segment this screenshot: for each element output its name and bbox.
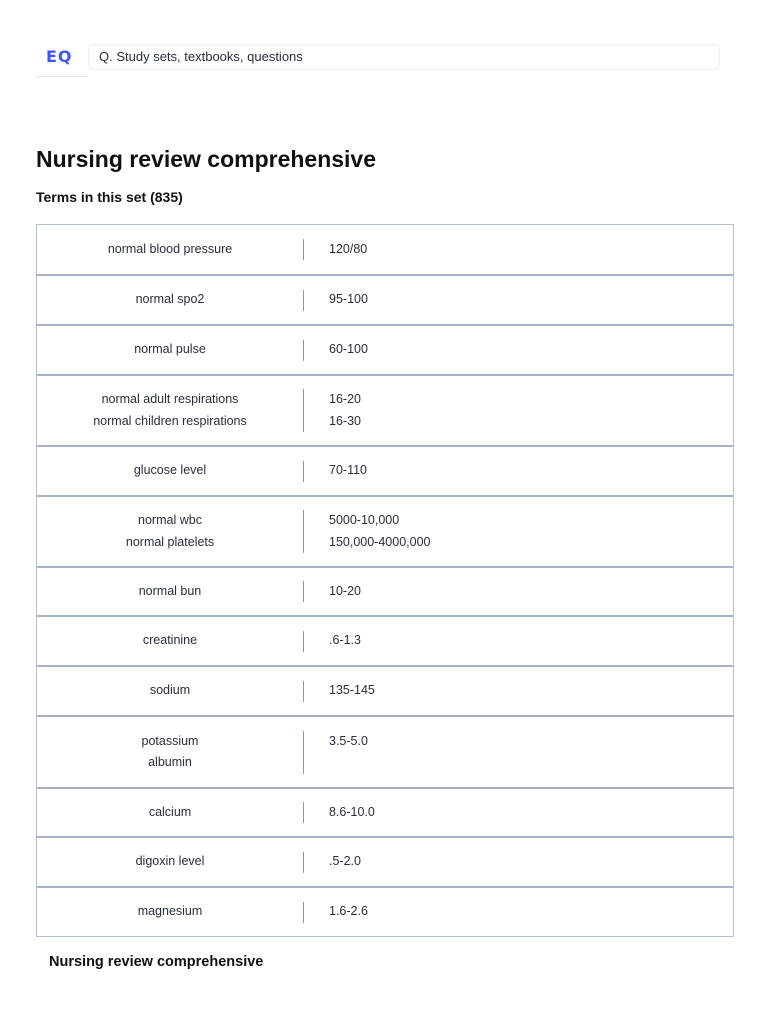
search-input[interactable] xyxy=(88,44,720,70)
term-row[interactable] xyxy=(37,225,733,274)
terms-count-heading: Terms in this set (835) xyxy=(36,189,183,205)
term-row[interactable] xyxy=(37,836,733,886)
term-text: creatinine xyxy=(142,633,198,648)
definition-text: 120/80 xyxy=(329,241,368,256)
definition-text: 60-100 xyxy=(329,342,368,357)
term-cell xyxy=(37,460,303,482)
term-cell xyxy=(37,339,303,361)
term-text: albumin xyxy=(148,755,192,769)
top-bar xyxy=(36,40,722,76)
definition-cell xyxy=(304,680,733,702)
term-cell xyxy=(37,510,303,553)
term-cell xyxy=(37,630,303,652)
term-text: magnesium xyxy=(137,904,203,919)
term-text: normal blood pressure xyxy=(107,241,233,256)
term-text: normal pulse xyxy=(134,342,206,357)
definition-text: 16-30 xyxy=(329,413,361,428)
set-title: Nursing review comprehensive xyxy=(36,146,377,172)
term-text: normal spo2 xyxy=(135,292,205,307)
term-cell xyxy=(37,581,303,603)
logo[interactable]: EQ xyxy=(46,47,73,66)
term-text: digoxin level xyxy=(135,854,205,869)
definition-cell xyxy=(304,901,733,923)
term-text: potassium xyxy=(141,733,199,748)
definition-text: 135-145 xyxy=(329,683,375,698)
definition-text: 1.6-2.6 xyxy=(329,904,368,919)
term-cell xyxy=(37,731,303,774)
definition-text: 150,000-4000,000 xyxy=(329,534,431,549)
term-row[interactable] xyxy=(37,787,733,836)
definition-cell xyxy=(304,389,733,432)
term-cell xyxy=(37,802,303,824)
term-row[interactable] xyxy=(37,324,733,374)
term-text: normal platelets xyxy=(125,534,215,549)
definition-text: 10-20 xyxy=(329,583,361,598)
definition-cell xyxy=(304,851,733,873)
definition-text: 8.6-10.0 xyxy=(329,804,375,819)
definition-text: 3.5-5.0 xyxy=(329,733,368,748)
term-row[interactable] xyxy=(37,374,733,445)
definition-cell xyxy=(304,510,733,553)
terms-table xyxy=(36,224,734,937)
definition-cell xyxy=(304,731,733,774)
search-placeholder: Q. Study sets, textbooks, questions xyxy=(99,49,303,64)
term-row[interactable] xyxy=(37,615,733,665)
definition-text: 16-20 xyxy=(329,392,361,406)
term-cell xyxy=(37,389,303,432)
term-row[interactable] xyxy=(37,274,733,324)
definition-text: 5000-10,000 xyxy=(329,513,400,527)
term-text: normal wbc xyxy=(138,513,202,527)
definition-text: 70-110 xyxy=(329,463,367,478)
definition-cell xyxy=(304,239,733,261)
definition-text: .6-1.3 xyxy=(329,633,361,648)
term-cell xyxy=(37,680,303,702)
term-row[interactable] xyxy=(37,715,733,787)
term-row[interactable] xyxy=(37,445,733,495)
term-row[interactable] xyxy=(37,665,733,715)
definition-cell xyxy=(304,339,733,361)
definition-cell xyxy=(304,630,733,652)
definition-cell xyxy=(304,460,733,482)
term-text: normal adult respirations xyxy=(101,392,239,406)
term-cell xyxy=(37,289,303,311)
term-text: normal bun xyxy=(138,583,202,598)
definition-cell xyxy=(304,802,733,824)
term-text: sodium xyxy=(149,683,191,698)
definition-cell xyxy=(304,289,733,311)
term-row[interactable] xyxy=(37,886,733,936)
footer-set-title: Nursing review comprehensive xyxy=(49,954,264,970)
term-text: calcium xyxy=(148,804,192,819)
term-cell xyxy=(37,901,303,923)
logo-underline xyxy=(36,76,88,77)
term-text: glucose level xyxy=(133,463,207,478)
definition-text: .5-2.0 xyxy=(329,854,361,869)
term-text: normal children respirations xyxy=(93,413,247,428)
term-row[interactable] xyxy=(37,495,733,566)
term-cell xyxy=(37,239,303,261)
definition-cell xyxy=(304,581,733,603)
term-cell xyxy=(37,851,303,873)
definition-text: 95-100 xyxy=(329,292,368,307)
term-row[interactable] xyxy=(37,566,733,615)
